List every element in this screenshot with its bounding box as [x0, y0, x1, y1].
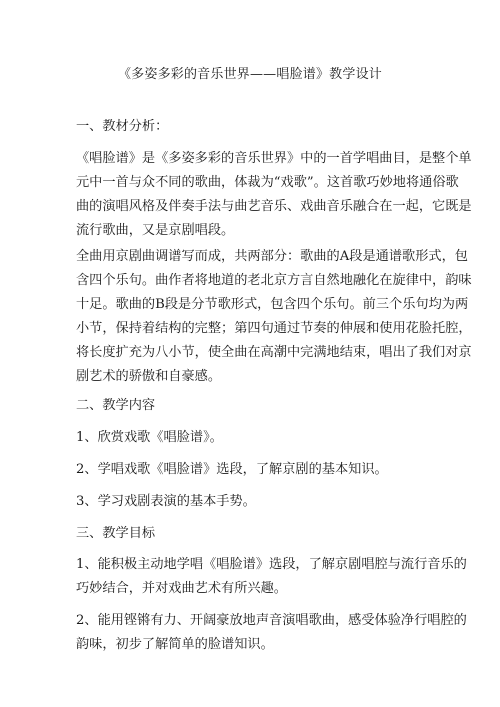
- paragraph-line: 小节，保持着结构的完整；第四句通过节奏的伸展和使用花脸托腔，: [76, 321, 472, 336]
- paragraph-line: 将长度扩充为八小节，使全曲在高潮中完满地结束，唱出了我们对京: [76, 345, 472, 360]
- list-item: 3、学习戏剧表演的基本手势。: [76, 494, 256, 509]
- paragraph-line: 流行歌曲，又是京剧唱段。: [76, 223, 235, 238]
- list-item: 2、能用铿锵有力、开阔豪放地声音演唱歌曲，感受体验净行唱腔的: [76, 613, 467, 628]
- section-heading-teaching-goals: 三、教学目标: [76, 526, 156, 541]
- list-item-continued: 巧妙结合，并对戏曲艺术有所兴趣。: [76, 581, 287, 596]
- list-item-continued: 韵味，初步了解简单的脸谱知识。: [76, 637, 274, 652]
- paragraph-line: 元中一首与众不同的歌曲，体裁为“戏歌”。这首歌巧妙地将通俗歌: [76, 175, 459, 190]
- section-heading-teaching-content: 二、教学内容: [76, 398, 156, 413]
- paragraph-line: 十足。歌曲的B段是分节歌形式，包含四个乐句。前三个乐句均为两: [76, 297, 469, 312]
- section-heading-textbook-analysis: 一、教材分析：: [76, 119, 169, 134]
- paragraph-line: 全曲用京剧曲调谱写而成，共两部分：歌曲的A段是通谱歌形式，包: [76, 249, 468, 264]
- paragraph-line: 曲的演唱风格及伴奏手法与曲艺音乐、戏曲音乐融合在一起，它既是: [76, 199, 472, 214]
- list-item: 2、学唱戏歌《唱脸谱》选段，了解京剧的基本知识。: [76, 462, 388, 477]
- paragraph-line: 剧艺术的骄傲和自豪感。: [76, 369, 222, 384]
- paragraph-line: 《唱脸谱》是《多姿多彩的音乐世界》中的一首学唱曲目，是整个单: [76, 151, 472, 166]
- document-title: 《多姿多彩的音乐世界——唱脸谱》教学设计: [117, 67, 382, 82]
- list-item: 1、能积极主动地学唱《唱脸谱》选段，了解京剧唱腔与流行音乐的: [76, 557, 467, 572]
- paragraph-line: 含四个乐句。曲作者将地道的老北京方言自然地融化在旋律中，韵味: [76, 273, 472, 288]
- list-item: 1、欣赏戏歌《唱脸谱》。: [76, 430, 223, 445]
